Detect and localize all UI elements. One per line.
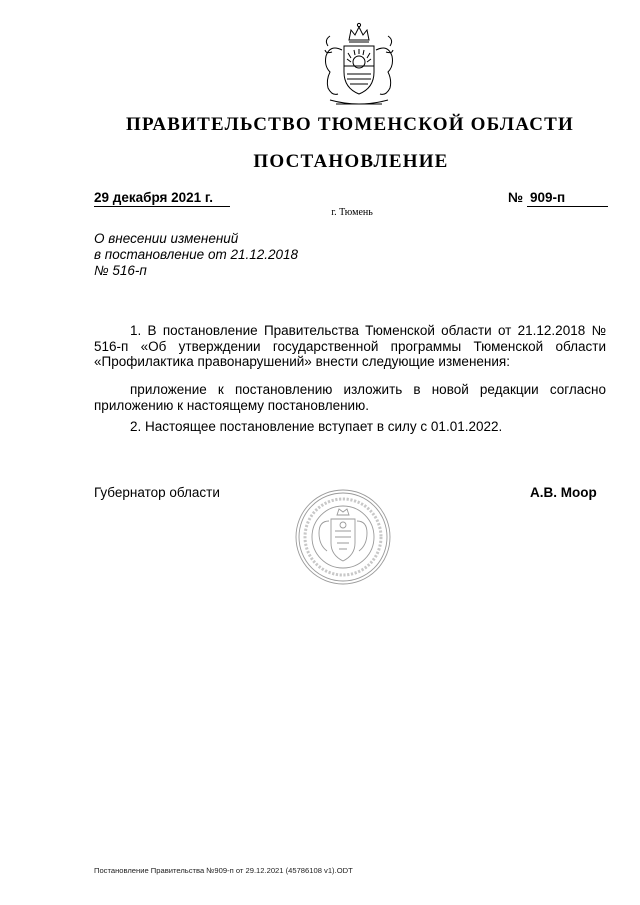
document-date: 29 декабря 2021 г. [94,190,230,207]
footer-document-reference: Постановление Правительства №909-п от 29.12.2021 (45786108 v1).ODT [94,866,353,875]
subject-line-1: О внесении изменений [94,231,239,246]
body-paragraph-2 [94,382,606,413]
official-seal-stamp [293,487,393,587]
body-paragraph-3-text: 2. Настоящее постановление вступает в силу с 01.01.2022. [130,419,503,434]
document-number: 909-п [527,190,608,207]
subject-line-3: № 516-п [94,263,147,278]
signer-title: Губернатор области [94,485,220,500]
body-paragraph-1-text: 1. В постановление Правительства Тюменской области от 21.12.2018 № 516-п «Об утверждении государственной программы Тюменской области «Профилактика правонарушений» внести следующие изменения: [94,323,606,370]
number-sign: № [508,190,524,205]
body-paragraph-3 [94,419,606,435]
body-paragraph-1 [94,323,606,370]
coat-of-arms-emblem [316,22,402,114]
city-label: г. Тюмень [331,207,373,218]
subject-line-2: в постановление от 21.12.2018 [94,247,299,262]
document-type-title: ПОСТАНОВЛЕНИЕ [253,151,449,172]
government-title: ПРАВИТЕЛЬСТВО ТЮМЕНСКОЙ ОБЛАСТИ [125,114,575,135]
document-subject [94,231,298,279]
signer-name: А.В. Моор [530,485,597,500]
body-paragraph-2-text: приложение к постановлению изложить в новой редакции согласно приложению к настоящему постановлению. [94,382,606,413]
